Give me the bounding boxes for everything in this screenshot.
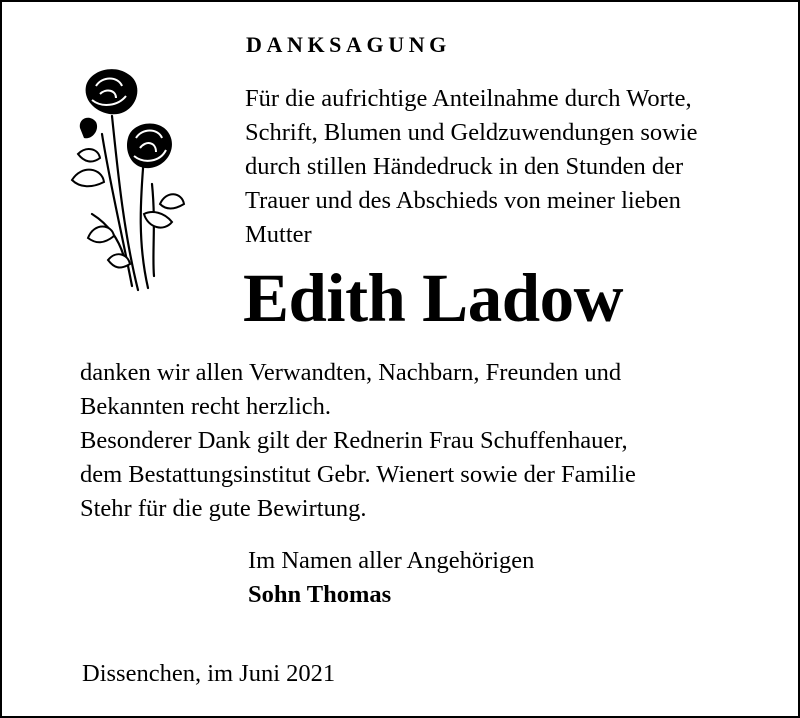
signature-name: Sohn Thomas (248, 581, 392, 608)
intro-line: Mutter (245, 221, 312, 248)
body-line: Bekannten recht herzlich. (80, 393, 332, 420)
intro-line: durch stillen Händedruck in den Stunden der (245, 153, 684, 180)
intro-line: Schrift, Blumen und Geldzuwendungen sowie (245, 119, 698, 146)
intro-text (245, 82, 697, 252)
body-line: dem Bestattungsinstitut Gebr. Wienert sowie der Familie (80, 461, 636, 488)
rose-icon (68, 64, 186, 296)
signature-line: Im Namen aller Angehörigen (248, 547, 535, 574)
body-line: danken wir allen Verwandten, Nachbarn, Freunden und (80, 359, 622, 386)
body-text (80, 356, 636, 526)
signature (248, 544, 534, 612)
deceased-name: Edith Ladow (243, 260, 623, 336)
intro-line: Trauer und des Abschieds von meiner lieben (245, 187, 681, 214)
intro-line: Für die aufrichtige Anteilnahme durch Worte, (245, 85, 692, 112)
place-date: Dissenchen, im Juni 2021 (82, 660, 336, 687)
heading: DANKSAGUNG (246, 32, 451, 57)
body-line: Besonderer Dank gilt der Rednerin Frau Schuffenhauer, (80, 427, 628, 454)
body-line: Stehr für die gute Bewirtung. (80, 495, 367, 522)
